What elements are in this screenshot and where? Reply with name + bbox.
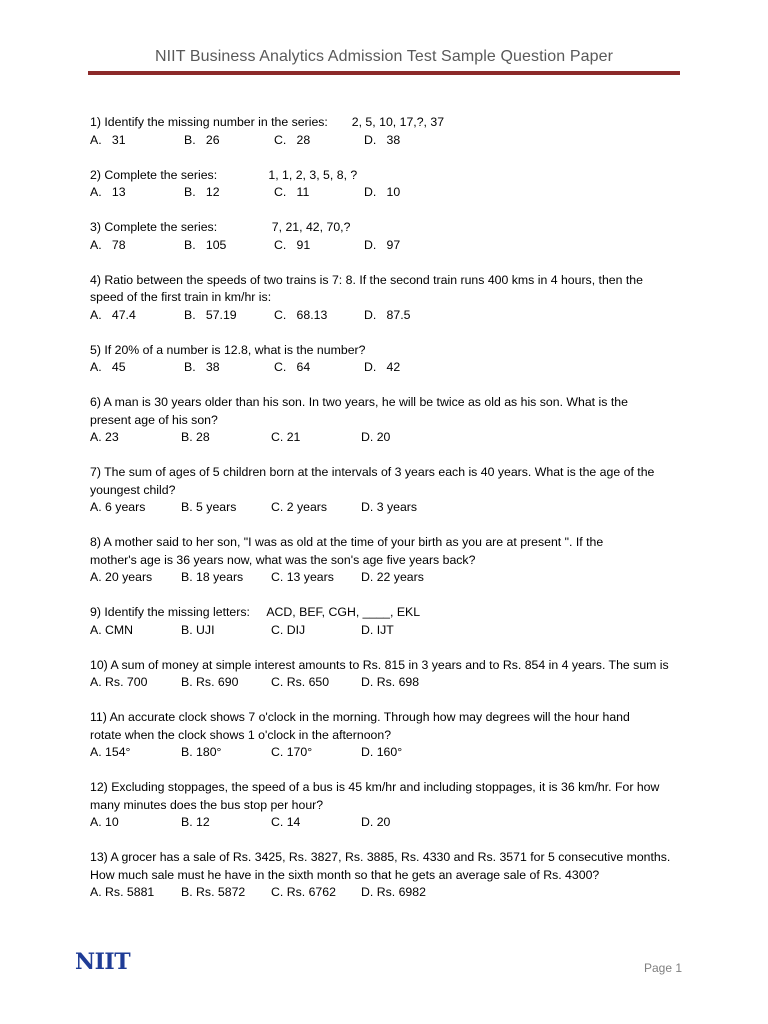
question-text-continued: rotate when the clock shows 1 o'clock in the afternoon? [90,727,392,742]
option-b: B. 105 [184,237,227,252]
question-text: 7) The sum of ages of 5 children born at the intervals of 3 years each is 40 years. What is the age of the [90,465,655,479]
question-text: 5) If 20% of a number is 12.8, what is the number? [90,342,366,357]
page-number: Page 1 [644,961,683,975]
option-d: D. 20 [361,815,391,829]
option-a: A. 20 years [90,570,153,584]
option-c: C. 64 [274,360,311,374]
question-text: 9) Identify the missing letters: ACD, BEF, CGH, ____, EKL [90,605,421,619]
question-text-continued: many minutes does the bus stop per hour? [90,797,324,812]
question-text: 6) A man is 30 years older than his son. In two years, he will be twice as old as his son. What is the [90,395,628,409]
option-c: C. DIJ [271,622,306,637]
option-d: D. 160° [361,745,403,759]
question-text: 4) Ratio between the speeds of two trains is 7: 8. If the second train runs 400 kms in 4 hours, then the [90,272,643,287]
option-c: C. 21 [271,430,301,444]
question-text: 12) Excluding stoppages, the speed of a bus is 45 km/hr and including stoppages, it is 36 km/hr. For how [90,780,660,794]
option-c: C. 91 [274,237,311,252]
option-b: B. 180° [181,745,222,759]
option-d: D. 87.5 [364,307,411,322]
question-list [90,114,690,919]
option-b: B. 26 [184,132,220,147]
option-d: D. 97 [364,237,401,252]
question-text: 2) Complete the series: 1, 1, 2, 3, 5, 8, ? [90,167,358,182]
option-b: B. Rs. 5872 [181,885,246,899]
header-divider [88,71,680,75]
option-a: A. 23 [90,430,119,444]
option-d: D. 38 [364,132,401,147]
option-a: A. 154° [90,745,131,759]
options-row [90,814,690,832]
options-row [90,744,690,762]
option-b: B. 28 [181,430,210,444]
question-text: 3) Complete the series: 7, 21, 42, 70,? [90,220,351,234]
question-3 [90,219,690,254]
question-5 [90,342,690,377]
question-text: 13) A grocer has a sale of Rs. 3425, Rs. 3827, Rs. 3885, Rs. 4330 and Rs. 3571 for 5 consecutive months. [90,850,671,864]
option-a: A. 78 [90,237,126,252]
option-c: C. 68.13 [274,307,328,322]
question-text: 10) A sum of money at simple interest amounts to Rs. 815 in 3 years and to Rs. 854 in 4 years. The sum is [90,657,669,672]
question-10 [90,657,690,692]
options-row [90,132,690,150]
option-b: B. 12 [181,815,210,829]
question-4 [90,272,690,325]
options-row [90,359,690,377]
question-1 [90,114,690,149]
option-a: A. 47.4 [90,307,136,322]
question-text: 1) Identify the missing number in the series: 2, 5, 10, 17,?, 37 [90,115,445,129]
question-8 [90,534,690,587]
option-a: A. 45 [90,360,126,374]
header-title: NIIT Business Analytics Admission Test Sample Question Paper [154,48,614,65]
option-d: D. IJT [361,622,394,637]
option-d: D. 3 years [361,500,418,514]
options-row [90,674,690,692]
question-text-continued: youngest child? [90,482,176,497]
option-a: A. Rs. 700 [90,675,148,689]
question-13 [90,849,690,902]
option-d: D. 42 [364,360,401,374]
option-b: B. 5 years [181,500,237,514]
option-d: D. Rs. 698 [361,675,420,689]
option-b: B. 38 [184,360,220,374]
option-a: A. Rs. 5881 [90,885,155,899]
options-row [90,307,690,325]
option-c: C. 170° [271,745,313,759]
options-row [90,622,690,640]
option-b: B. UJI [181,622,215,637]
option-d: D. 20 [361,430,391,444]
options-row [90,237,690,255]
question-text: 11) An accurate clock shows 7 o'clock in the morning. Through how may degrees will the hour hand [90,710,630,724]
options-row [90,499,690,517]
option-b: B. 12 [184,185,220,199]
question-text-continued: How much sale must he have in the sixth month so that he gets an average sale of Rs. 4300? [90,867,600,882]
question-text-continued: speed of the first train in km/hr is: [90,290,272,304]
options-row [90,184,690,202]
option-c: C. Rs. 650 [271,675,330,689]
option-a: A. 6 years [90,500,146,514]
question-2 [90,167,690,202]
question-text-continued: present age of his son? [90,412,218,427]
option-d: D. Rs. 6982 [361,885,426,899]
question-6 [90,394,690,447]
option-a: A. 31 [90,132,126,147]
options-row [90,429,690,447]
niit-logo: NIIT [75,949,131,975]
option-c: C. 14 [271,815,301,829]
option-c: C. 13 years [271,570,334,584]
option-b: B. 57.19 [184,307,237,322]
option-c: C. 28 [274,132,311,147]
option-a: A. 10 [90,815,119,829]
question-text-continued: mother's age is 36 years now, what was the son's age five years back? [90,552,476,567]
option-b: B. Rs. 690 [181,675,239,689]
question-11 [90,709,690,762]
option-a: A. 13 [90,185,126,199]
question-12 [90,779,690,832]
option-d: D. 10 [364,185,401,199]
option-c: C. 2 years [271,500,328,514]
option-a: A. CMN [90,622,134,637]
options-row [90,569,690,587]
option-b: B. 18 years [181,570,244,584]
option-c: C. Rs. 6762 [271,885,336,899]
question-9 [90,604,690,639]
options-row [90,884,690,902]
option-c: C. 11 [274,185,310,199]
question-7 [90,464,690,517]
option-d: D. 22 years [361,570,424,584]
question-text: 8) A mother said to her son, "I was as old at the time of your birth as you are at present ". If the [90,535,604,549]
